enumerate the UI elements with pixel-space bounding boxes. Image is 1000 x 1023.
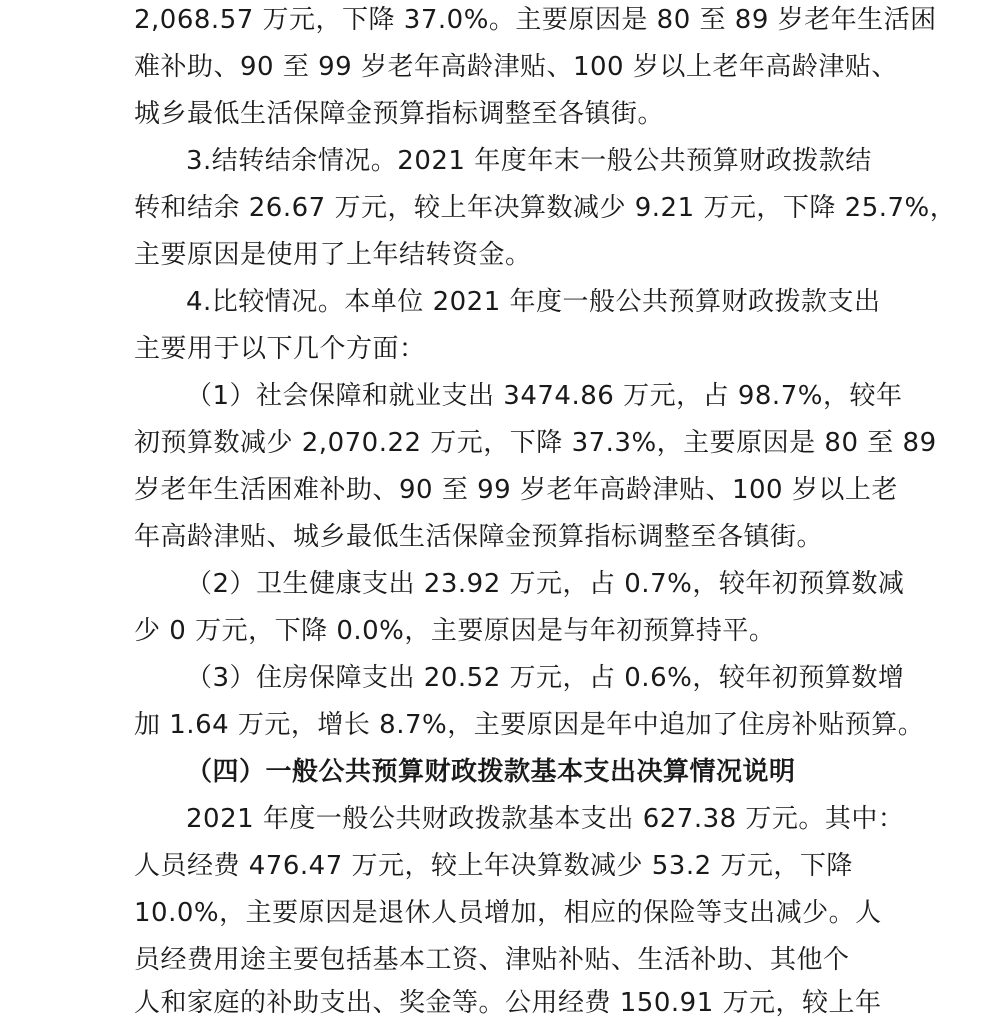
text-line: 加 1.64 万元，增长 8.7%，主要原因是年中追加了住房补贴预算。 — [134, 710, 925, 740]
text-line: 2021 年度一般公共财政拨款基本支出 627.38 万元。其中： — [186, 804, 905, 834]
text-line: 年高龄津贴、城乡最低生活保障金预算指标调整至各镇街。 — [134, 522, 824, 552]
text-line: 主要原因是使用了上年结转资金。 — [134, 240, 532, 270]
text-line: 城乡最低生活保障金预算指标调整至各镇街。 — [134, 99, 665, 129]
text-line: 难补助、90 至 99 岁老年高龄津贴、100 岁以上老年高龄津贴、 — [134, 52, 898, 82]
text-line: 岁老年生活困难补助、90 至 99 岁老年高龄津贴、100 岁以上老 — [134, 475, 898, 505]
text-line: 员经费用途主要包括基本工资、津贴补贴、生活补助、其他个 — [134, 945, 850, 975]
section-heading-comparison: 4.比较情况。本单位 2021 年度一般公共预算财政拨款支出 — [186, 287, 881, 317]
list-item-social-security: （1）社会保障和就业支出 3474.86 万元，占 98.7%，较年 — [186, 381, 903, 411]
text-line: 2,068.57 万元，下降 37.0%。主要原因是 80 至 89 岁老年生活困 — [134, 5, 937, 35]
text-line: 人员经费 476.47 万元，较上年决算数减少 53.2 万元，下降 — [134, 851, 853, 881]
list-item-housing: （3）住房保障支出 20.52 万元，占 0.6%，较年初预算数增 — [186, 663, 905, 693]
text-line: 少 0 万元，下降 0.0%，主要原因是与年初预算持平。 — [134, 616, 776, 646]
section-heading-basic-expenditure: （四）一般公共预算财政拨款基本支出决算情况说明 — [186, 757, 796, 787]
text-line: 10.0%，主要原因是退休人员增加，相应的保险等支出减少。人 — [134, 898, 882, 928]
text-line: 初预算数减少 2,070.22 万元，下降 37.3%，主要原因是 80 至 89 — [134, 428, 937, 458]
list-item-health: （2）卫生健康支出 23.92 万元，占 0.7%，较年初预算数减 — [186, 569, 905, 599]
text-line: 人和家庭的补助支出、奖金等。公用经费 150.91 万元，较上年 — [134, 988, 882, 1018]
text-line: 转和结余 26.67 万元，较上年决算数减少 9.21 万元，下降 25.7%， — [134, 193, 957, 223]
section-heading-carryover: 3.结转结余情况。2021 年度年末一般公共预算财政拨款结 — [186, 146, 872, 176]
text-line: 主要用于以下几个方面： — [134, 334, 426, 364]
